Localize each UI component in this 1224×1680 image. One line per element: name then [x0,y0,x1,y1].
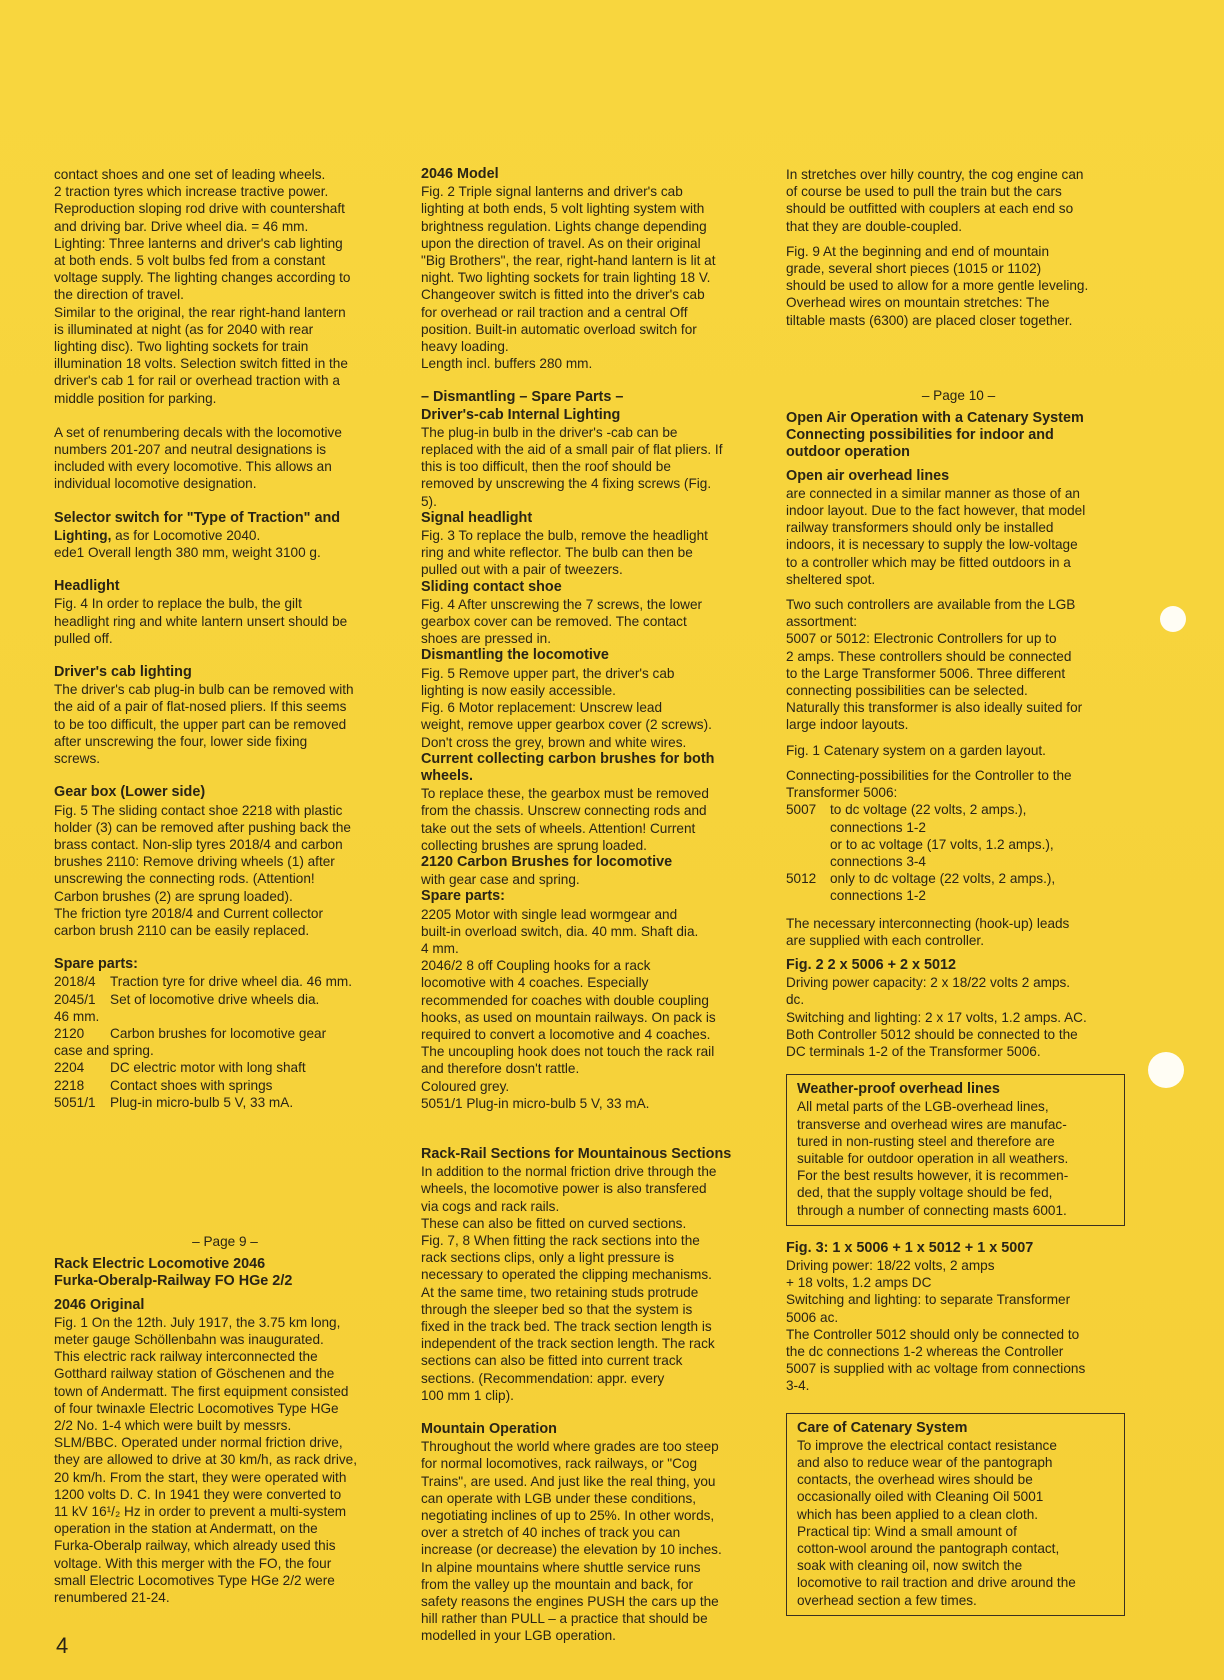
punch-hole-top [1160,606,1186,632]
carbon-brushes-heading-2: wheels. [421,767,473,784]
text-line: sheltered spot. [786,571,876,587]
text-line: at both ends. 5 volt bulbs fed from a constant [54,253,326,269]
fig2-heading: Fig. 2 2 x 5006 + 2 x 5012 [786,956,957,973]
text-line: Driving power: 18/22 volts, 2 amps [786,1257,995,1273]
option-5007-number: 5007 [786,802,817,818]
text-line: with gear case and spring. [421,872,580,888]
text-line: to a controller which may be fitted outdoors in a [786,554,1071,570]
signal-headlight-paragraph [421,527,762,579]
text-line: 5007 or 5012: Electronic Controllers for up to [786,631,1057,647]
carbon-brushes-paragraph [421,785,762,854]
option-5012 [786,870,1131,887]
text-line: are connected in a similar manner as those of an [786,485,1080,501]
text-line: Lighting: Three lanterns and driver's cab lighting [54,235,343,251]
text-line: Don't cross the grey, brown and white wires. [421,734,687,750]
text-line: or to ac voltage (17 volts, 1.2 amps.), [830,836,1054,852]
text-line: pulled off. [54,630,113,646]
text-line: In addition to the normal friction drive through the [421,1164,717,1180]
text-line: meter gauge Schöllenbahn was inaugurated. [54,1331,324,1347]
text-line: dc. [786,992,805,1008]
selector-heading-bold: Lighting, [54,527,112,543]
text-line: required to convert a locomotive and 4 coaches. [421,1026,711,1042]
text-line: 2205 Motor with single lead wormgear and [421,906,678,922]
text-line: voltage. With this merger with the FO, the four [54,1555,332,1571]
page-10-marker: – Page 10 – [921,387,996,403]
text-line: ded, that the supply voltage should be fed, [797,1185,1053,1201]
care-paragraph [797,1437,1116,1609]
cab-lighting-heading: Driver's-cab Internal Lighting [421,406,621,423]
text-line: large indoor layouts. [786,717,909,733]
punch-hole-bottom [1148,1052,1184,1088]
spare-part-row [54,991,396,1008]
text-line: overhead section a few times. [797,1592,977,1608]
original-heading: 2046 Original [54,1296,145,1313]
option-5012-text: only to dc voltage (22 volts, 2 amps.), [830,871,1056,887]
text-line: grade, several short pieces (1015 or 1102) [786,261,1042,277]
text-line: via cogs and rack rails. [421,1198,560,1214]
text-line: 5051/1 Plug-in micro-bulb 5 V, 33 mA. [421,1095,650,1111]
text-line: take out the sets of wheels. Attention! Current [421,820,696,836]
text-line: safety reasons the engines PUSH the cars up the [421,1594,719,1610]
text-line: Reproduction sloping rod drive with countershaft [54,201,345,217]
fig3-heading: Fig. 3: 1 x 5006 + 1 x 5012 + 1 x 5007 [786,1239,1034,1256]
text-line: Switching and lighting: to separate Transformer [786,1292,1071,1308]
spare-part-row [54,1077,396,1094]
model-paragraph [421,183,762,372]
spare-part-row [54,1059,396,1076]
text-line: collecting brushes are sprung loaded. [421,837,647,853]
text-line: built-in overload switch, dia. 40 mm. Shaft dia. [421,923,699,939]
headlight-heading: Headlight [54,578,120,595]
hilly-paragraph [786,166,1131,235]
text-line: position. Built-in automatic overload switch for [421,321,697,337]
text-line: independent of the track section length. The rack [421,1336,715,1352]
text-line: Practical tip: Wind a small amount of [797,1523,1017,1539]
text-line: These can also be fitted on curved sections. [421,1215,687,1231]
text-line: locomotive with 4 coaches. Especially [421,975,649,991]
spare-part-row [54,973,396,990]
fig3-paragraph [786,1257,1131,1395]
text-line: that they are double-coupled. [786,218,963,234]
text-line: from the chassis. Unscrew connecting rods and [421,803,707,819]
spare-part-text: Plug-in micro-bulb 5 V, 33 mA. [110,1094,294,1110]
text-line: 100 mm 1 clip). [421,1387,514,1403]
text-line: pulled out with a pair of tweezers. [421,562,623,578]
text-line: tiltable masts (6300) are placed closer together. [786,312,1073,328]
original-paragraph [54,1314,396,1606]
text-line: Fig. 6 Motor replacement: Unscrew lead [421,700,663,716]
overhead-lines-paragraph [786,485,1131,588]
text-line: connections 3-4 [830,853,926,869]
dismantling-loco-paragraph [421,665,762,751]
overhead-lines-heading: Open air overhead lines [786,467,950,484]
spare-part-row [54,1094,396,1111]
spare-part-number: 2120 [54,1025,85,1041]
text-line: night. Two lighting sockets for train lighting 18 V. [421,270,711,286]
spare-part-text: Traction tyre for drive wheel dia. 46 mm. [110,974,353,990]
fig9-paragraph [786,243,1131,329]
text-line: from the valley up the mountain and back, for [421,1576,694,1592]
rack-rail-paragraph [421,1163,762,1404]
text-line: Fig. 1 On the 12th. July 1917, the 3.75 km long, [54,1314,341,1330]
text-line: the aid of a pair of flat-nosed pliers. If this seems [54,699,347,715]
text-line: unscrewing the connecting rods. (Attention! [54,871,315,887]
text-line: they are allowed to drive at 30 km/h, as rack drive, [54,1452,357,1468]
text-line: 2/2 No. 1-4 which were built by messrs. [54,1417,292,1433]
spare-part-number: 2045/1 [54,991,96,1007]
text-line: Gotthard railway station of Göschenen and the [54,1366,335,1382]
text-line: Trains", are used. And just like the real thing, you [421,1473,716,1489]
dismantling-heading: – Dismantling – Spare Parts – [421,389,624,406]
option-5007-details [786,819,1131,871]
option-5007 [786,801,1131,818]
text-line: 5). [421,493,437,509]
text-line: after unscrewing the four, lower side fixing [54,733,308,749]
text-line: hooks, as used on mountain railways. On pack is [421,1009,716,1025]
option-5012-details [786,887,1131,904]
sliding-shoe-heading: Sliding contact shoe [421,578,562,595]
spare-part-number: 2218 [54,1077,85,1093]
intro-paragraph [54,166,396,407]
gearbox-heading: Gear box (Lower side) [54,784,206,801]
text-line: small Electric Locomotives Type HGe 2/2 were [54,1572,335,1588]
spare-part-number: 46 mm. [54,1008,100,1024]
text-line: this is too difficult, then the roof should be [421,459,671,475]
text-line: Transformer 5006: [786,785,898,801]
text-line: The plug-in bulb in the driver's -cab can be [421,424,678,440]
text-line: contact shoes and one set of leading wheels. [54,167,326,182]
text-line: heavy loading. [421,339,509,355]
weather-proof-paragraph [797,1098,1116,1218]
text-line: All metal parts of the LGB-overhead lines, [797,1099,1049,1115]
weather-proof-box [786,1074,1125,1226]
dismantling-loco-heading: Dismantling the locomotive [421,647,609,664]
text-line: A set of renumbering decals with the locomotive [54,424,342,440]
text-line: and therefore dosn't rattle. [421,1061,580,1077]
text-line: numbers 201-207 and neutral designations is [54,442,327,458]
text-line: voltage supply. The lighting changes according to [54,270,351,286]
fig2-paragraph [786,974,1131,1060]
page-9-marker: – Page 9 – [192,1233,258,1249]
text-line: Switching and lighting: 2 x 17 volts, 1.2 amps. AC. [786,1009,1087,1025]
rack-loco-heading-1: Rack Electric Locomotive 2046 [54,1256,266,1273]
text-line: brightness regulation. Lights change depending [421,218,707,234]
text-line: occasionally oiled with Cleaning Oil 5001 [797,1489,1044,1505]
text-line: over a stretch of 40 inches of track you can [421,1525,681,1541]
spare-part-text: DC electric motor with long shaft [110,1060,306,1076]
text-line: 1200 volts D. C. In 1941 they were converted to [54,1486,342,1502]
text-line: railway transformers should only be installed [786,520,1054,536]
text-line: contacts, the overhead wires should be [797,1472,1033,1488]
text-line: Coloured grey. [421,1078,510,1094]
column-middle [421,166,762,1645]
text-line: indoor layout. Due to the fact however, that model [786,503,1086,519]
page-number: 4 [56,1633,69,1658]
text-line: for overhead or rail traction and a central Off [421,304,688,320]
text-line: illumination 18 volts. Selection switch fitted in the [54,356,348,372]
spare-part-text: Set of locomotive drive wheels dia. [110,991,320,1007]
spare-part-row [54,1025,396,1042]
text-line: included with every locomotive. This allows an [54,459,332,475]
text-line: carbon brush 2110 can be easily replaced. [54,922,310,938]
text-line: locomotive to rail traction and drive around the [797,1575,1076,1591]
column-left [54,166,396,1606]
text-line: wheels, the locomotive power is also transfered [421,1181,707,1197]
leads-paragraph [786,915,1131,949]
text-line: The uncoupling hook does not touch the rack rail [421,1044,715,1060]
text-line: through a number of connecting masts 6001. [797,1202,1067,1218]
spare-part-text: Contact shoes with springs [110,1077,273,1093]
text-line: Both Controller 5012 should be connected to the [786,1026,1078,1042]
text-line: SLM/BBC. Operated under normal friction drive, [54,1435,343,1451]
text-line: 2046/2 8 off Coupling hooks for a rack [421,958,651,974]
care-heading: Care of Catenary System [797,1419,968,1436]
text-line: Two such controllers are available from the LGB [786,597,1076,613]
spare-part-number: case and spring. [54,1043,154,1059]
text-line: cotton-wool around the pantograph contact, [797,1541,1060,1557]
text-line: middle position for parking. [54,390,217,406]
text-line: 5006 ac. [786,1309,839,1325]
text-line: can operate with LGB under these conditions, [421,1490,697,1506]
text-line: ring and white reflector. The bulb can then be [421,545,693,561]
spare-parts-paragraph-2 [421,906,762,1112]
selector-heading: Selector switch for "Type of Traction" and [54,509,341,526]
option-5012-number: 5012 [786,871,817,887]
text-line: to be too difficult, the upper part can be removed [54,716,347,732]
text-line: At the same time, two retaining studs protrude [421,1284,699,1300]
text-line: removed by unscrewing the 4 fixing screws (Fig. [421,476,712,492]
spare-part-number: 2204 [54,1060,85,1076]
model-heading: 2046 Model [421,166,499,182]
text-line: Changeover switch is fitted into the driver's cab [421,287,705,303]
text-line: upon the direction of travel. As on their original [421,235,701,251]
care-box [786,1413,1125,1616]
text-line: DC terminals 1-2 of the Transformer 5006. [786,1043,1041,1059]
text-line: modelled in your LGB operation. [421,1628,616,1644]
text-line: tured in non-rusting steel and therefore are [797,1133,1055,1149]
text-line: The Controller 5012 should only be connected to [786,1326,1080,1342]
text-line: sections. (Recommendation: appr. every [421,1370,665,1386]
text-line: 3-4. [786,1378,810,1394]
spare-part-row [54,1042,396,1059]
spare-parts-heading-2: Spare parts: [421,888,505,905]
text-line: headlight ring and white lantern unsert should be [54,613,348,629]
text-line: to the Large Transformer 5006. Three different [786,665,1066,681]
selector-line [54,527,396,544]
text-line: connections 1-2 [830,819,926,835]
text-line: indoors, it is necessary to supply the low-voltage [786,537,1078,553]
text-line: driver's cab 1 for rail or overhead traction with a [54,373,340,389]
text-line: gearbox cover can be removed. The contact [421,614,687,630]
text-line: negotiating inclines of up to 25%. In other words, [421,1508,715,1524]
text-line: Fig. 5 Remove upper part, the driver's cab [421,665,675,681]
text-line: + 18 volts, 1.2 amps DC [786,1275,932,1291]
rack-loco-heading-2: Furka-Oberalp-Railway FO HGe 2/2 [54,1273,293,1290]
text-line: shoes are pressed in. [421,631,551,647]
text-line: Similar to the original, the rear right-hand lantern [54,304,346,320]
text-line: replaced with the aid of a small pair of flat pliers. If [421,442,723,458]
text-line: renumbered 21-24. [54,1590,170,1606]
renumbering-paragraph [54,424,396,493]
text-line: lighting disc). Two lighting sockets for train [54,339,309,355]
carbon-2120-heading: 2120 Carbon Brushes for locomotive [421,853,673,870]
text-line: Driving power capacity: 2 x 18/22 volts 2 amps. [786,975,1071,991]
text-line: operation in the station at Andermatt, on the [54,1521,318,1537]
rack-rail-heading: Rack-Rail Sections for Mountainous Sections [421,1145,732,1162]
text-line: This electric rack railway interconnected the [54,1349,318,1365]
spare-part-text: Carbon brushes for locomotive gear [110,1025,327,1041]
carbon-brushes-heading-1: Current collecting carbon brushes for both [421,750,715,767]
text-line: necessary to operated the clipping mechanisms. [421,1267,712,1283]
text-line: screws. [54,751,101,767]
sliding-shoe-paragraph [421,596,762,648]
mountain-operation-heading: Mountain Operation [421,1421,557,1438]
text-line: Fig. 7, 8 When fitting the rack sections into the [421,1232,700,1248]
text-line: The driver's cab plug-in bulb can be removed with [54,682,354,698]
text-line: brass contact. Non-slip tyres 2018/4 and carbon [54,836,343,852]
spare-part-number: 5051/1 [54,1094,96,1110]
text-line: Fig. 4 After unscrewing the 7 screws, the lower [421,596,703,612]
text-line: lighting is now easily accessible. [421,682,616,698]
text-line: The necessary interconnecting (hook-up) leads [786,915,1070,931]
signal-headlight-heading: Signal headlight [421,509,533,526]
text-line: town of Andermatt. The first equipment consisted [54,1383,349,1399]
text-line: the direction of travel. [54,287,184,303]
text-line: Throughout the world where grades are too steep [421,1439,719,1455]
text-line: which has been applied to a clean cloth. [797,1506,1039,1522]
fig1-caption: Fig. 1 Catenary system on a garden layout. [786,742,1046,758]
cab-lighting-paragraph [421,424,762,510]
text-line: In alpine mountains where shuttle service runs [421,1559,701,1575]
text-line: 20 km/h. From the start, they were operated with [54,1469,347,1485]
text-line: should be used to allow for a more gentle leveling. [786,278,1089,294]
open-air-heading-1: Open Air Operation with a Catenary System [786,410,1084,427]
text-line: of four twinaxle Electric Locomotives Type HGe [54,1400,339,1416]
spare-parts-heading: Spare parts: [54,956,138,973]
mountain-operation-paragraph [421,1438,762,1644]
text-line: sections can also be fitted into current track [421,1353,683,1369]
text-line: transverse and overhead wires are manufac- [797,1116,1067,1132]
text-line: 5007 is supplied with ac voltage from connections [786,1361,1086,1377]
text-line: 4 mm. [421,940,459,956]
text-line: holder (3) can be removed after pushing back the [54,819,351,835]
text-line: Connecting-possibilities for the Controller to the [786,767,1072,783]
text-line: Fig. 5 The sliding contact shoe 2218 with plastic [54,802,343,818]
text-line: suitable for outdoor operation in all weathers. [797,1150,1069,1166]
spare-part-number: 2018/4 [54,974,96,990]
headlight-paragraph [54,595,396,647]
text-line: Fig. 3 To replace the bulb, remove the headlight [421,528,708,544]
controllers-paragraph [786,596,1131,734]
spare-parts-list [54,973,396,1111]
text-line: connecting possibilities can be selected. [786,683,1028,699]
column-right [786,166,1131,1616]
text-line: Overhead wires on mountain stretches: The [786,295,1050,311]
selector-length: ede1 Overall length 380 mm, weight 3100 g. [54,545,321,561]
text-line: assortment: [786,614,858,630]
text-line: 2 amps. These controllers should be connected [786,648,1072,664]
drivers-cab-heading: Driver's cab lighting [54,664,192,681]
drivers-cab-paragraph [54,681,396,767]
text-line: Fig. 2 Triple signal lanterns and driver's cab [421,184,683,200]
text-line: Furka-Oberalp railway, which already used this [54,1538,336,1554]
text-line: soak with cleaning oil, now switch the [797,1558,1023,1574]
text-line: hill rather than PULL – a practice that should be [421,1611,708,1627]
text-line: Naturally this transformer is also ideally suited for [786,700,1083,716]
open-air-heading-2: Connecting possibilities for indoor and [786,427,1054,444]
text-line: is illuminated at night (as for 2040 with rear [54,321,314,337]
text-line: Fig. 4 In order to replace the bulb, the gilt [54,596,302,612]
text-line: the dc connections 1-2 whereas the Controller [786,1343,1064,1359]
text-line: of course be used to pull the train but the cars [786,184,1062,200]
spare-part-row [54,1008,396,1025]
text-line: brushes 2110: Remove driving wheels (1) after [54,854,335,870]
text-line: lighting at both ends, 5 volt lighting system with [421,201,705,217]
text-line: increase (or decrease) the elevation by 10 inches. [421,1542,722,1558]
text-line: For the best results however, it is recommen- [797,1168,1069,1184]
text-line: weight, remove upper gearbox cover (2 screws). [421,717,712,733]
weather-proof-heading: Weather-proof overhead lines [797,1081,1000,1098]
option-5007-text: to dc voltage (22 volts, 2 amps.), [830,802,1027,818]
text-line: rack sections clips, only a light pressure is [421,1250,675,1266]
open-air-heading-3: outdoor operation [786,444,910,461]
text-line: Fig. 9 At the beginning and end of mountain [786,243,1050,259]
text-line: In stretches over hilly country, the cog engine can [786,167,1084,182]
text-line: individual locomotive designation. [54,476,257,492]
text-line: should be outfitted with couplers at each end so [786,201,1074,217]
text-line: and also to reduce wear of the pantograph [797,1455,1053,1470]
text-line: recommended for coaches with double coupling [421,992,709,1008]
text-line: To replace these, the gearbox must be removed [421,786,709,802]
text-line: Length incl. buffers 280 mm. [421,356,593,372]
selector-text: as for Locomotive 2040. [111,527,261,543]
text-line: The friction tyre 2018/4 and Current collector [54,905,323,921]
text-line: fixed in the track bed. The track section length is [421,1319,712,1334]
text-line: To improve the electrical contact resistance [797,1437,1057,1453]
text-line: Carbon brushes (2) are sprung loaded). [54,888,293,904]
text-line: and driving bar. Drive wheel dia. = 46 mm. [54,218,309,234]
connecting-paragraph [786,767,1131,801]
text-line: connections 1-2 [830,888,926,904]
gearbox-paragraph [54,802,396,940]
text-line: through the sleeper bed so that the system is [421,1301,693,1317]
text-line: "Big Brothers", the rear, right-hand lantern is lit at [421,253,716,269]
text-line: are supplied with each controller. [786,932,984,948]
carbon-2120-paragraph [421,871,762,888]
text-line: 2 traction tyres which increase tractive power. [54,184,329,200]
text-line: for normal locomotives, rack railways, or "Cog [421,1456,698,1472]
text-line: 11 kV 16¹/₂ Hz in order to prevent a multi-system [54,1504,347,1519]
